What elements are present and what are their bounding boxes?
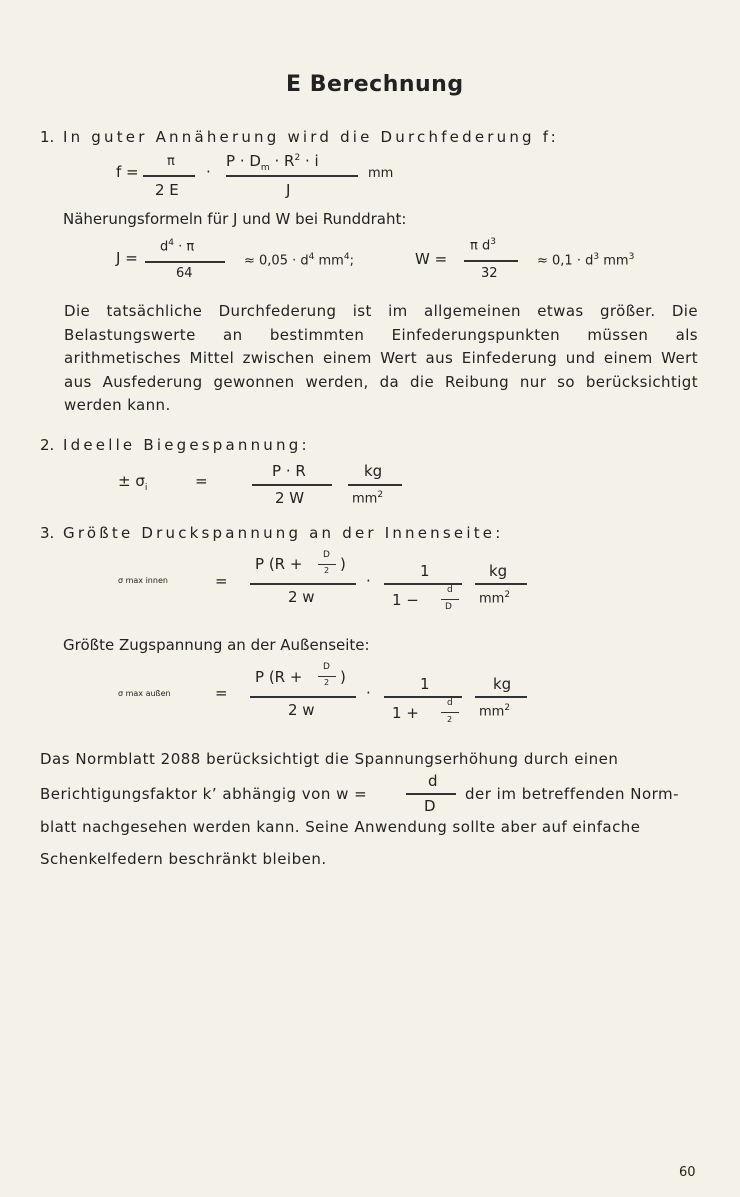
section-1-paragraph: Die tatsächliche Durchfederung ist im allgemeinen etwas größer. Die Belastungswerte an bestimmten Einfederungspunkten müssen als arithmetisches Mittel zwischen einem Wert aus Einfederung und einem Wert aus Ausfederung gewonnen werden, da die Reibung nur so berücksichtigt werden kann.	[64, 302, 698, 414]
formula-outer-main-bar	[250, 696, 356, 698]
formula-f-lhs: f =	[116, 163, 139, 181]
formula-outer-num-a: P (R +	[255, 668, 303, 686]
formula-J-fraction-bar	[145, 261, 225, 263]
outer-heading: Größte Zugspannung an der Außenseite:	[63, 636, 370, 654]
formula-sigma-i-unit-num: kg	[364, 462, 383, 480]
formula-W-denominator: 32	[481, 266, 498, 281]
formula-inner-lhs: σ max innen	[118, 576, 168, 585]
formula-outer-num-b: )	[340, 668, 346, 686]
formula-sigma-i-numerator: P · R	[272, 462, 306, 480]
formula-outer-unit-bar	[475, 696, 527, 698]
section-2-heading: Ideelle Biegespannung:	[63, 436, 310, 454]
formula-f-fraction-bar-1	[143, 175, 195, 177]
formula-inner-unit-bar	[475, 583, 527, 585]
final-line-2b: der im betreffenden Norm-	[465, 785, 680, 803]
formula-sigma-i-denominator: 2 W	[275, 489, 305, 507]
formula-inner-num-a: P (R +	[255, 555, 303, 573]
section-3-number: 3.	[40, 524, 55, 542]
formula-inner-unit-den: $mm^2$	[479, 590, 511, 607]
formula-J-denominator: 64	[176, 266, 193, 281]
page-number: 60	[679, 1165, 696, 1180]
formula-sigma-i-lhs: ± $\sigma_i$	[118, 472, 148, 493]
final-line-1: Das Normblatt 2088 berücksichtigt die Spannungserhöhung durch einen	[40, 750, 619, 768]
formula-inner-f2-den-a: 1 −	[392, 591, 419, 609]
final-frac-n: d	[428, 772, 438, 790]
formula-inner-den: 2 w	[288, 588, 315, 606]
formula-inner-f2-den-frac-bar	[441, 599, 459, 600]
formula-inner-num-frac-d: 2	[324, 566, 330, 575]
formula-sigma-i-fraction-bar	[252, 484, 332, 486]
formula-outer-num-frac-n: D	[323, 662, 330, 672]
formula-outer-dot: ·	[366, 684, 371, 702]
formula-J-approx: ≈ $0,05 \cdot d^4$ $mm^4$;	[244, 252, 354, 269]
formula-J-lhs: J =	[116, 249, 138, 267]
final-line-2a: Berichtigungsfaktor k’ abhängig von w =	[40, 785, 368, 803]
section-1-heading: In guter Annäherung wird die Durchfederung f:	[63, 128, 559, 146]
formula-sigma-i-unit-bar	[348, 484, 402, 486]
formula-inner-equals: =	[215, 572, 228, 590]
formula-W-approx: ≈ $0,1 \cdot d^3$ $mm^3$	[537, 252, 635, 269]
formula-f-numerator: $P \cdot D_m \cdot R^2 \cdot i$	[226, 152, 319, 173]
formula-outer-lhs: σ max außen	[118, 689, 171, 698]
formula-J-numerator: $d^4 \cdot \pi$	[160, 238, 195, 255]
final-frac-d: D	[424, 797, 436, 815]
formula-outer-den: 2 w	[288, 701, 315, 719]
formula-inner-unit-num: kg	[489, 562, 508, 580]
approx-heading: Näherungsformeln für J und W bei Runddraht:	[63, 210, 407, 228]
formula-outer-num-frac-d: 2	[324, 678, 330, 687]
formula-sigma-i-equals: =	[195, 472, 208, 490]
section-3-heading: Größte Druckspannung an der Innenseite:	[63, 524, 504, 542]
section-1-number: 1.	[40, 128, 55, 146]
formula-outer-g2-den-frac-n: d	[447, 698, 453, 708]
final-frac-bar	[406, 793, 456, 795]
final-line-4: Schenkelfedern beschränkt bleiben.	[40, 850, 327, 868]
formula-inner-f2-num: 1	[420, 562, 430, 580]
formula-inner-f2-den-frac-d: D	[445, 602, 452, 612]
formula-sigma-i-unit-den: $mm^2$	[352, 490, 384, 507]
formula-outer-g2-num: 1	[420, 675, 430, 693]
formula-inner-main-bar	[250, 583, 356, 585]
formula-outer-equals: =	[215, 684, 228, 702]
formula-outer-g2-den-frac-bar	[441, 712, 459, 713]
formula-outer-unit-num: kg	[493, 675, 512, 693]
formula-inner-num-b: )	[340, 555, 346, 573]
formula-inner-num-frac-n: D	[323, 550, 330, 560]
formula-f-pi: π	[167, 154, 175, 169]
formula-W-lhs: W =	[415, 250, 448, 268]
formula-f-dot: ·	[206, 163, 211, 181]
formula-f-unit: mm	[368, 166, 394, 181]
formula-W-fraction-bar	[464, 260, 518, 262]
formula-W-numerator: π $d^3$	[470, 237, 496, 254]
section-2-number: 2.	[40, 436, 55, 454]
formula-outer-unit-den: $mm^2$	[479, 703, 511, 720]
page-title: E Berechnung	[286, 72, 464, 97]
formula-outer-g2-den-a: 1 +	[392, 704, 419, 722]
formula-f-2e: 2 E	[155, 181, 179, 199]
formula-inner-dot: ·	[366, 572, 371, 590]
formula-inner-f2-den-frac-n: d	[447, 585, 453, 595]
formula-f-fraction-bar-2	[226, 175, 358, 177]
formula-f-J: J	[286, 181, 291, 199]
final-line-3: blatt nachgesehen werden kann. Seine Anwendung sollte aber auf einfache	[40, 818, 641, 836]
formula-outer-g2-den-frac-d: 2	[447, 715, 453, 724]
formula-inner-num-frac-bar	[318, 564, 336, 565]
formula-outer-num-frac-bar	[318, 676, 336, 677]
